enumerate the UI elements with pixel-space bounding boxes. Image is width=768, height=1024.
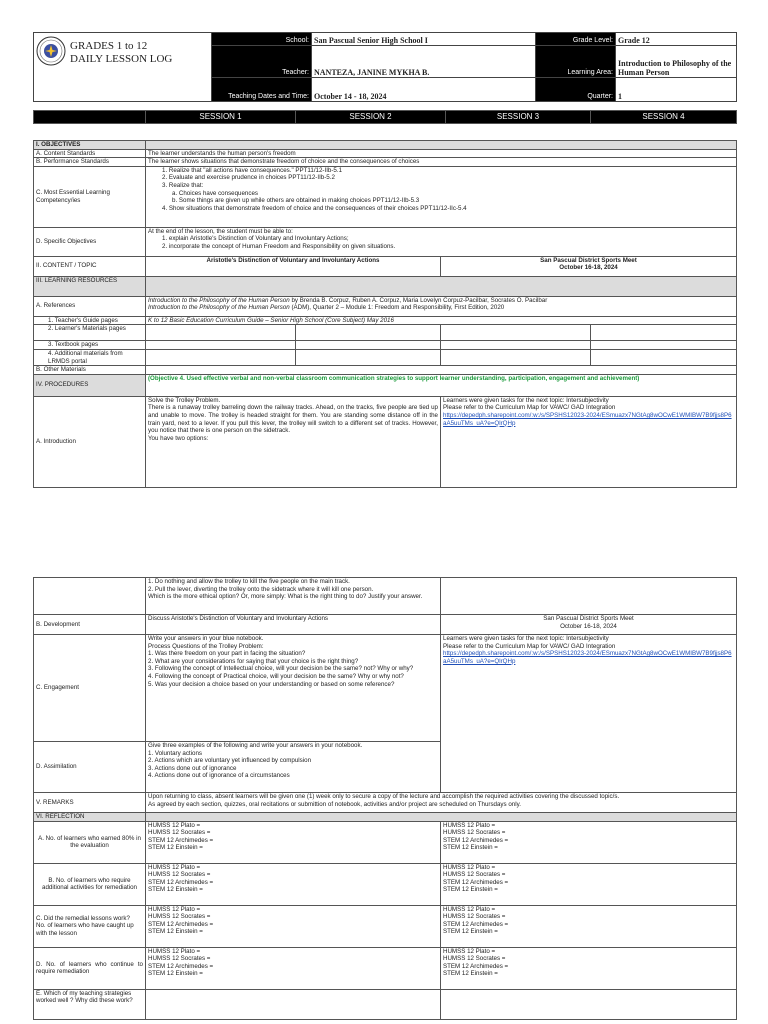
reference-2-details: (ADM), Quarter 2 – Module 1: Freedom and Responsibility, First Edition, 2020 <box>289 304 505 312</box>
section-line: STEM 12 Archimedes = <box>443 962 509 970</box>
title-line-1: GRADES 1 to 12 <box>70 40 148 52</box>
learners-materials-label: 2. Learner's Materials pages <box>34 325 146 341</box>
curriculum-map-link[interactable]: https://depedph.sharepoint.com/:w:/s/SPSHS12023-2024/ESmuazx7NGtAg8wOCwE1WMIBW7B9fjjs8P6aA5uuTMs_uA?e=QlrQHp <box>443 650 732 665</box>
section-line: HUMSS 12 Plato = <box>148 905 201 913</box>
lrmds-label: 4. Additional materials from LRMDS portal <box>34 349 146 365</box>
reflection-a-label: A. No. of learners who earned 80% in the evaluation <box>34 821 146 863</box>
section-line: STEM 12 Archimedes = <box>148 836 214 844</box>
curriculum-map-note: Please refer to the Curriculum Map for VAWC/ GAD Integration <box>443 642 616 650</box>
objective-item: 1. explain Aristotle's Distinction of Voluntary and Involuntary Actions; <box>162 235 349 243</box>
section-line: STEM 12 Archimedes = <box>148 878 214 886</box>
section-line: HUMSS 12 Socrates = <box>148 955 211 963</box>
melc-item: b. Some things are given up while others are obtained in making choices PPT11/12-IIb-5.3 <box>172 197 420 205</box>
section-line: STEM 12 Archimedes = <box>443 920 509 928</box>
lesson-table-page-2 <box>33 577 737 1020</box>
engagement-text <box>146 635 441 742</box>
reflection-a-sessions-3-4 <box>441 821 737 863</box>
session-4-header: SESSION 4 <box>591 111 737 124</box>
section-line: STEM 12 Archimedes = <box>443 836 509 844</box>
assimilation-text <box>146 742 441 793</box>
assimilation-line: 2. Actions which are voluntary yet influenced by compulsion <box>148 757 312 765</box>
intersubjectivity-note-2 <box>441 635 737 793</box>
melc-list <box>146 166 737 227</box>
quarter-value: 1 <box>616 78 737 102</box>
development-text: Discuss Aristotle's Distinction of Voluntary and Involuntary Actions <box>146 615 441 635</box>
melc-item: a. Choices have consequences <box>172 189 258 197</box>
section-line: HUMSS 12 Socrates = <box>443 913 506 921</box>
reflection-d-label: D. No. of learners who continue to require remediation <box>34 947 146 989</box>
teacher-value: NANTEZA, JANINE MYKHA B. <box>312 46 536 78</box>
specific-objectives <box>146 227 737 256</box>
grade-label: Grade Level: <box>536 33 616 46</box>
assimilation-line: 3. Actions done out of ignorance <box>148 764 237 772</box>
content-standards: The learner understands the human person's freedom <box>146 149 737 158</box>
performance-standards: The learner shows situations that demonstrate freedom of choice and the consequences of choices <box>146 158 737 167</box>
teachers-guide-label: 1. Teacher's Guide pages <box>34 316 146 325</box>
section-line: HUMSS 12 Plato = <box>443 947 496 955</box>
area-label: Learning Area: <box>536 46 616 78</box>
section-line: HUMSS 12 Socrates = <box>443 955 506 963</box>
session-2-header: SESSION 2 <box>296 111 446 124</box>
engagement-line: 4. Following the concept of Practical choice, will your decision be the same? Why or why not? <box>148 672 404 680</box>
intro-line: Solve the Trolley Problem. <box>148 396 221 404</box>
section-line: STEM 12 Einstein = <box>148 970 203 978</box>
engagement-line: Write your answers in your blue notebook. <box>148 635 264 642</box>
section-line: STEM 12 Archimedes = <box>148 920 214 928</box>
section-line: STEM 12 Einstein = <box>148 928 203 936</box>
intersubjectivity-note <box>441 396 737 487</box>
school-value: San Pascual Senior High School I <box>312 33 536 46</box>
reflection-b-sessions-3-4 <box>441 863 737 905</box>
section-line: HUMSS 12 Plato = <box>443 821 496 829</box>
section-line: STEM 12 Einstein = <box>443 928 498 936</box>
quarter-label: Quarter: <box>536 78 616 102</box>
school-label: School: <box>212 33 312 46</box>
section-line: HUMSS 12 Plato = <box>148 863 201 871</box>
remarks-text <box>146 793 737 813</box>
introduction-text <box>146 396 441 487</box>
section-line: STEM 12 Einstein = <box>148 844 203 852</box>
section-line: STEM 12 Einstein = <box>443 886 498 894</box>
lesson-table-page-1 <box>33 140 737 488</box>
trolley-options <box>146 578 441 615</box>
reference-1-details: by Brenda B. Corpuz, Ruben A. Corpuz, Maria Lovelyn Corpuz-Pacilbar, Socrates O. Pacilbar <box>289 296 548 304</box>
section-line: HUMSS 12 Socrates = <box>148 829 211 837</box>
objective-intro: At the end of the lesson, the student must be able to: <box>148 227 293 235</box>
title-line-2: DAILY LESSON LOG <box>70 53 173 65</box>
section-line: STEM 12 Einstein = <box>443 844 498 852</box>
teacher-label: Teacher: <box>212 46 312 78</box>
reference-1-title: Introduction to the Philosophy of the Human Person <box>148 296 290 304</box>
session-header <box>33 110 737 124</box>
engagement-line: 1. Was there freedom on your part in facing the situation? <box>148 650 306 658</box>
option-line: 2. Pull the lever, diverting the trolley onto the sidetrack where it will kill one person. <box>148 585 374 593</box>
session-1-header: SESSION 1 <box>146 111 296 124</box>
melc-item: 2. Evaluate and exercise prudence in choices PPT11/12-IIb-5.2 <box>162 174 335 182</box>
section-line: HUMSS 12 Plato = <box>148 821 201 829</box>
section-line: HUMSS 12 Socrates = <box>443 829 506 837</box>
reflection-c-sessions-1-2 <box>146 905 441 947</box>
remarks-line: As agreed by each section, quizzes, oral recitations or submittion of notebook, activities and/or project are scheduled on Thursdays only. <box>148 800 521 808</box>
reflection-b-label: B. No. of learners who require additional activities for remediation <box>34 863 146 905</box>
melc-item: 1. Realize that "all actions have consequences." PPT11/12-IIb-5.1 <box>162 166 343 174</box>
objective-item: 2. incorporate the concept of Human Freedom and Responsibility on given situations. <box>162 242 396 250</box>
introduction-label: A. Introduction <box>34 396 146 487</box>
dates-label: Teaching Dates and Time: <box>212 78 312 102</box>
specific-objectives-label: D. Specific Objectives <box>34 227 146 256</box>
other-materials-label: B. Other Materials <box>34 366 146 375</box>
reference-2-title: Introduction to the Philosophy of the Human Person <box>148 304 290 312</box>
engagement-line: 5. Was your decision a choice based on your understanding or based on some reference? <box>148 680 395 688</box>
grade-value: Grade 12 <box>616 33 737 46</box>
intersubjectivity-task: Learners were given tasks for the next topic: Intersubjectivity <box>443 635 609 642</box>
section-line: HUMSS 12 Socrates = <box>148 913 211 921</box>
engagement-label: C. Engagement <box>34 635 146 742</box>
content-standards-label: A. Content Standards <box>34 149 146 158</box>
reflection-e-label: E. Which of my teaching strategies worked well ? Why did these work? <box>34 989 146 1019</box>
section-line: HUMSS 12 Socrates = <box>148 871 211 879</box>
melc-item: 4. Show situations that demonstrate freedom of choice and the consequences of their choices PPT11/12-IIc-5.4 <box>162 204 467 212</box>
intersubjectivity-task: Learners were given tasks for the next topic: Intersubjectivity <box>443 396 609 404</box>
reflection-d-sessions-3-4 <box>441 947 737 989</box>
performance-standards-label: B. Performance Standards <box>34 158 146 167</box>
textbook-pages-label: 3. Textbook pages <box>34 341 146 350</box>
reflection-c-label <box>34 905 146 947</box>
content-topic-label: II. CONTENT / TOPIC <box>34 256 146 276</box>
section-line: STEM 12 Archimedes = <box>148 962 214 970</box>
remarks-line: Upon returning to class, absent learners will be given one (1) week only to secure a copy of the lecture and accomplish the required activities covering the discussed topic/s. <box>148 793 620 800</box>
section-line: HUMSS 12 Plato = <box>443 863 496 871</box>
sports-meet-dates: October 16-18, 2024 <box>559 264 618 272</box>
sports-meet-title: San Pascual District Sports Meet <box>540 256 637 264</box>
option-line: Which is the more ethical option? Or, more simply: What is the right thing to do? Justify your answer. <box>148 593 423 601</box>
development-label: B. Development <box>34 615 146 635</box>
assimilation-label: D. Assimilation <box>34 742 146 793</box>
assimilation-line: 4. Actions done out of ignorance of a circumstances <box>148 772 290 780</box>
reflection-d-sessions-1-2 <box>146 947 441 989</box>
sports-meet-note <box>441 256 737 276</box>
references-label: A. References <box>34 296 146 316</box>
learning-resources-label: III. LEARNING RESOURCES <box>34 276 146 296</box>
intro-line: There is a runaway trolley barreling down the railway tracks. Ahead, on the tracks, five people are tied up and unable to move. The trolley is headed straight for them. You are standing some distance off in the train yard, next to a lever. If you pull this lever, the trolley will switch to a different set of tracks. However, you notice that there is one person on the sidetrack. <box>148 404 438 435</box>
melc-item: 3. Realize that: <box>162 181 204 189</box>
objectives-heading: I. OBJECTIVES <box>34 141 146 150</box>
sports-meet-note-2 <box>441 615 737 635</box>
reflection-c-count: No. of learners who have caught up with the lesson <box>36 922 134 937</box>
remarks-label: V. REMARKS <box>34 793 146 813</box>
engagement-line: 3. Following the concept of Intellectual choice, will your decision be the same? not? Why or why? <box>148 665 414 673</box>
section-line: HUMSS 12 Socrates = <box>443 871 506 879</box>
curriculum-map-link[interactable]: https://depedph.sharepoint.com/:w:/s/SPSHS12023-2024/ESmuazx7NGtAg8wOCwE1WMIBW7B9fjjs8P6aA5uuTMs_uA?e=QlrQHp <box>443 411 732 427</box>
reflection-label: VI. REFLECTION <box>34 813 146 822</box>
reflection-c-question: C. Did the remedial lessons work? <box>36 914 130 922</box>
area-value: Introduction to Philosophy of the Human Person <box>616 46 737 78</box>
references <box>146 296 737 316</box>
intro-line: You have two options: <box>148 434 209 442</box>
section-line: STEM 12 Einstein = <box>148 886 203 894</box>
melc-label: C. Most Essential Learning Competency/ies <box>34 166 146 227</box>
reflection-c-sessions-3-4 <box>441 905 737 947</box>
engagement-line: 2. What are your considerations for saying that your choice is the right thing? <box>148 657 359 665</box>
section-line: HUMSS 12 Plato = <box>443 905 496 913</box>
section-line: STEM 12 Archimedes = <box>443 878 509 886</box>
section-line: HUMSS 12 Plato = <box>148 947 201 955</box>
teachers-guide: K to 12 Basic Education Curriculum Guide – Senior High School (Core Subject) May 2016 <box>146 316 737 325</box>
sports-meet-title: San Pascual District Sports Meet <box>543 615 634 622</box>
header-table <box>33 32 737 102</box>
option-line: 1. Do nothing and allow the trolley to kill the five people on the main track. <box>148 578 350 585</box>
reflection-a-sessions-1-2 <box>146 821 441 863</box>
procedures-objective: (Objective 4. Used effective verbal and non-verbal classroom communication strategies to support learner understanding, participation, engagement and achievement) <box>146 374 737 396</box>
engagement-line: Process Questions of the Trolley Problem: <box>148 642 264 650</box>
section-line: STEM 12 Einstein = <box>443 970 498 978</box>
assimilation-line: Give three examples of the following and write your answers in your notebook. <box>148 742 363 749</box>
curriculum-map-note: Please refer to the Curriculum Map for VAWC/ GAD Integration <box>443 404 616 412</box>
session-3-header: SESSION 3 <box>446 111 591 124</box>
assimilation-line: 1. Voluntary actions <box>148 749 203 757</box>
dates-value: October 14 - 18, 2024 <box>312 78 536 102</box>
content-topic: Aristotle's Distinction of Voluntary and Involuntary Actions <box>146 256 441 276</box>
reflection-b-sessions-1-2 <box>146 863 441 905</box>
sports-meet-dates: October 16-18, 2024 <box>560 622 617 630</box>
procedures-label: IV. PROCEDURES <box>34 374 146 396</box>
